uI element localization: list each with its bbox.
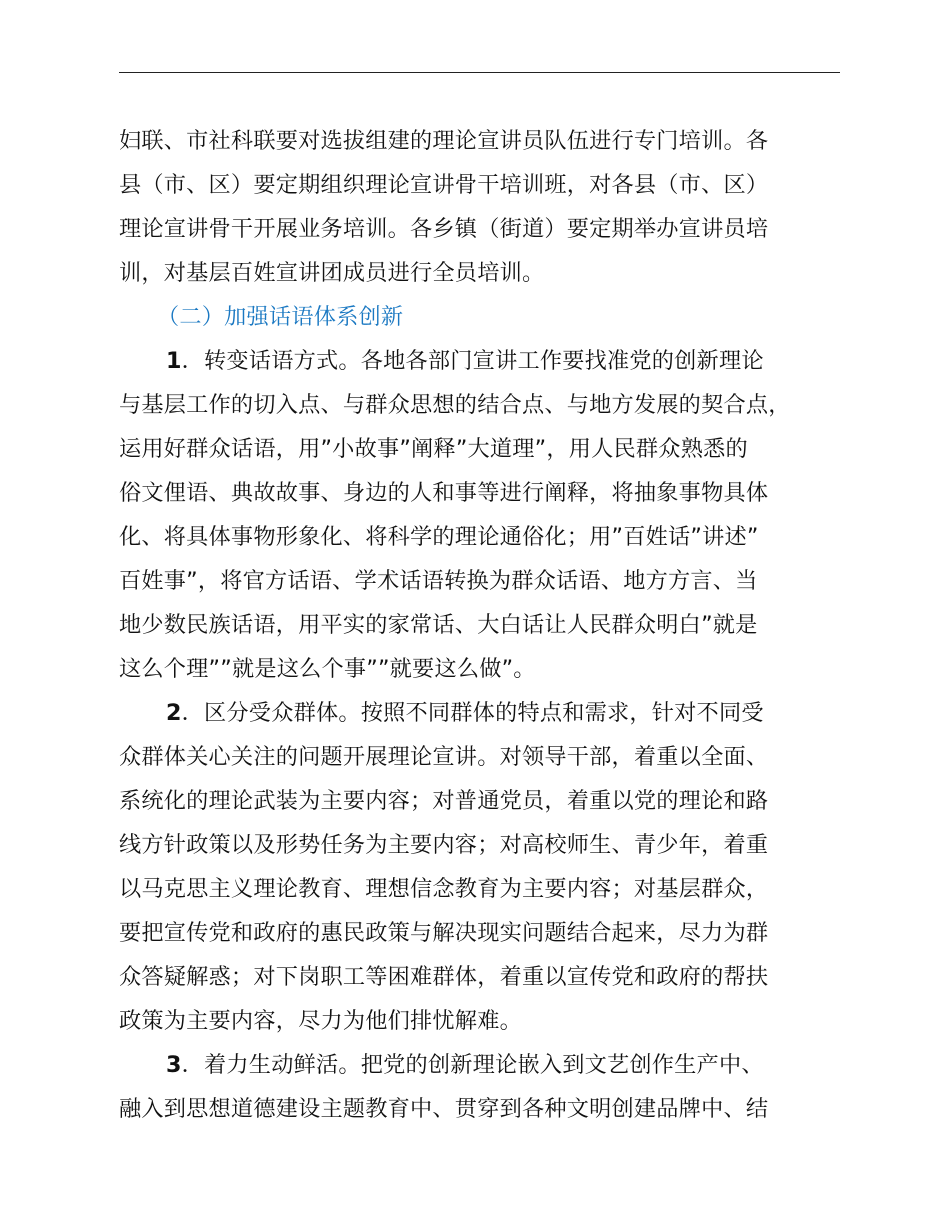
text-line: 这么个理””就是这么个事””就要这么做”。 [119, 656, 536, 682]
item-lead-text: ．区分受众群体。按照不同群体的特点和需求，针对不同受 [181, 700, 764, 726]
item-lead-text: ．着力生动鲜活。把党的创新理论嵌入到文艺创作生产中、 [181, 1052, 764, 1078]
text-line: 运用好群众话语，用”小故事”阐释”大道理”，用人民群众熟悉的 [119, 436, 748, 462]
item-number: 3 [166, 1052, 182, 1078]
document-body [119, 119, 844, 1131]
text-line: 政策为主要内容，尽力为他们排忧解难。 [119, 1008, 522, 1034]
text-line: 百姓事”，将官方话语、学术话语转换为群众话语、地方方言、当 [119, 568, 758, 594]
paragraph-first-line [119, 1043, 844, 1087]
text-line: 众群体关心关注的问题开展理论宣讲。对领导干部，着重以全面、 [119, 744, 769, 770]
paragraph-continuation [119, 119, 844, 295]
text-line: 系统化的理论武装为主要内容；对普通党员，着重以党的理论和路 [119, 788, 769, 814]
paragraph-item-2 [119, 691, 844, 1043]
text-line: 与基层工作的切入点、与群众思想的结合点、与地方发展的契合点， [119, 392, 791, 418]
text-line: 理论宣讲骨干开展业务培训。各乡镇（街道）要定期举办宣讲员培 [119, 216, 769, 242]
paragraph-item-3 [119, 1043, 844, 1131]
text-line: 众答疑解惑；对下岗职工等困难群体，着重以宣传党和政府的帮扶 [119, 964, 769, 990]
text-line: 线方针政策以及形势任务为主要内容；对高校师生、青少年，着重 [119, 832, 769, 858]
item-number: 1 [166, 348, 182, 374]
text-line: 化、将具体事物形象化、将科学的理论通俗化；用”百姓话”讲述” [119, 524, 759, 550]
text-line: 俗文俚语、典故故事、身边的人和事等进行阐释，将抽象事物具体 [119, 480, 769, 506]
item-number: 2 [166, 700, 182, 726]
paragraph-item-1 [119, 339, 844, 691]
paragraph-first-line [119, 339, 844, 383]
text-line: 妇联、市社科联要对选拔组建的理论宣讲员队伍进行专门培训。各 [119, 128, 769, 154]
text-line: 要把宣传党和政府的惠民政策与解决现实问题结合起来，尽力为群 [119, 920, 769, 946]
text-line: 以马克思主义理论教育、理想信念教育为主要内容；对基层群众， [119, 876, 769, 902]
text-line: 县（市、区）要定期组织理论宣讲骨干培训班，对各县（市、区） [119, 172, 769, 198]
header-rule [119, 72, 840, 73]
paragraph-first-line [119, 691, 844, 735]
item-lead-text: ．转变话语方式。各地各部门宣讲工作要找准党的创新理论 [181, 348, 764, 374]
section-heading: （二）加强话语体系创新 [157, 304, 404, 330]
text-line: 训，对基层百姓宣讲团成员进行全员培训。 [119, 260, 545, 286]
text-line: 融入到思想道德建设主题教育中、贯穿到各种文明创建品牌中、结 [119, 1096, 769, 1122]
text-line: 地少数民族话语，用平实的家常话、大白话让人民群众明白”就是 [119, 612, 758, 638]
